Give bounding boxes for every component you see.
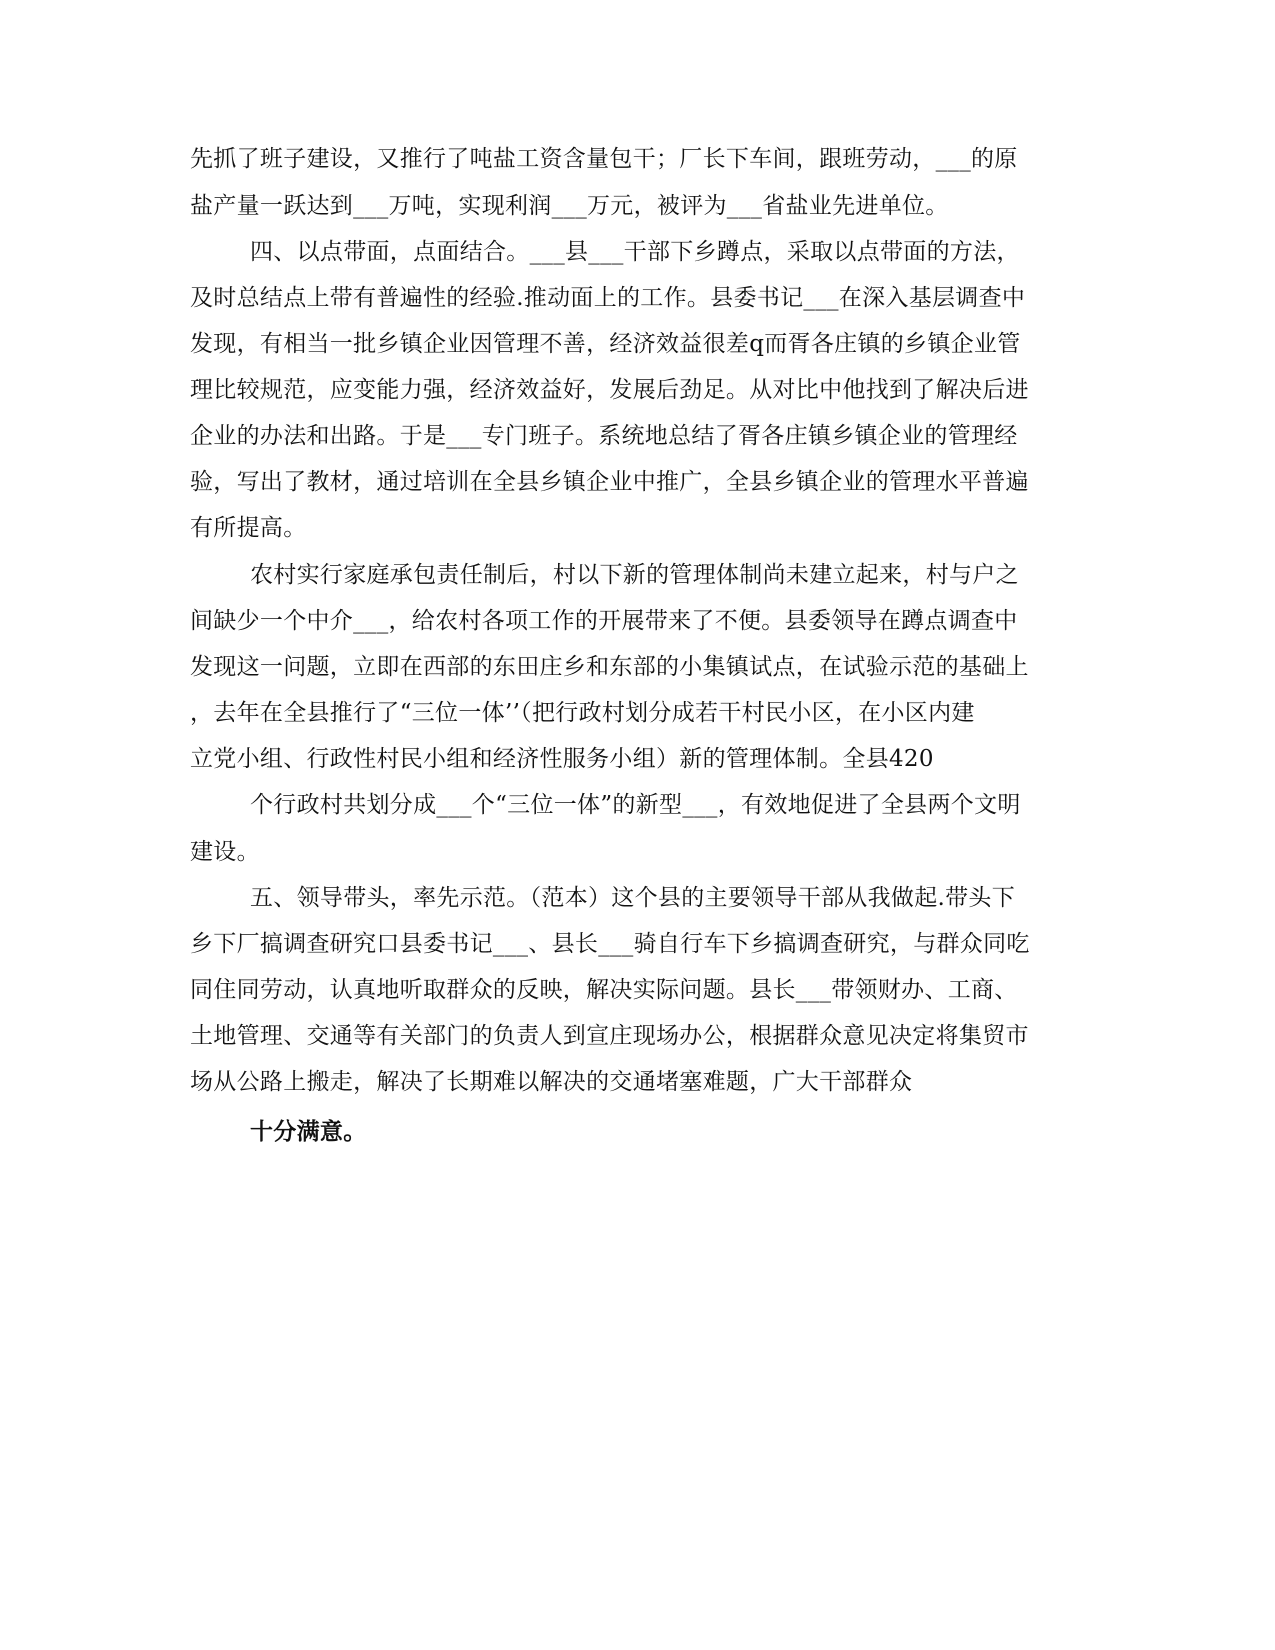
text-line: 先抓了班子建设，又推行了吨盐工资含量包干；厂长下车间，跟班劳动，___的原 [190,146,1018,172]
text-line: 发现，有相当一批乡镇企业因管理不善，经济效益很差q而胥各庄镇的乡镇企业管 [190,331,1021,357]
text-line: 四、以点带面，点面结合。___县___干部下乡蹲点，采取以点带面的方法， [250,239,1020,265]
text-line: 企业的办法和出路。于是___专门班子。系统地总结了胥各庄镇乡镇企业的管理经 [190,423,1018,449]
text-line: 立党小组、行政性村民小组和经济性服务小组）新的管理体制。全县420 [190,746,934,772]
text-line: 农村实行家庭承包责任制后，村以下新的管理体制尚未建立起来，村与户之 [250,562,1019,588]
text-line: 验，写出了教材，通过培训在全县乡镇企业中推广，全县乡镇企业的管理水平普遍 [190,469,1029,495]
text-line: 乡下厂搞调查研究口县委书记___、县长___骑自行车下乡搞调查研究，与群众同吃 [190,931,1030,957]
text-line: 理比较规范，应变能力强，经济效益好，发展后劲足。从对比中他找到了解决后进 [190,377,1029,403]
text-line: 发现这一问题，立即在西部的东田庄乡和东部的小集镇试点，在试验示范的基础上 [190,654,1029,680]
text-line: 个行政村共划分成___个“三位一体”的新型___，有效地促进了全县两个文明 [250,792,1021,818]
text-line: 五、领导带头，率先示范。（范本）这个县的主要领导干部从我做起.带头下 [250,885,1016,911]
text-line: 十分满意。 [250,1118,367,1145]
text-line: 间缺少一个中介___，给农村各项工作的开展带来了不便。县委领导在蹲点调查中 [190,608,1018,634]
text-line: 有所提高。 [190,515,307,541]
text-line: 及时总结点上带有普遍性的经验.推动面上的工作。县委书记___在深入基层调查中 [190,285,1026,311]
text-line: 盐产量一跃达到___万吨，实现利润___万元，被评为___省盐业先进单位。 [190,193,949,219]
text-line: 建设。 [190,839,260,865]
text-line: 同住同劳动，认真地听取群众的反映，解决实际问题。县长___带领财办、工商、 [190,977,1018,1003]
text-line: ，去年在全县推行了“三位一体’’（把行政村划分成若干村民小区，在小区内建 [190,700,975,726]
text-line: 土地管理、交通等有关部门的负责人到宣庄现场办公，根据群众意见决定将集贸市 [190,1023,1029,1049]
text-line: 场从公路上搬走，解决了长期难以解决的交通堵塞难题，广大干部群众 [190,1069,913,1095]
